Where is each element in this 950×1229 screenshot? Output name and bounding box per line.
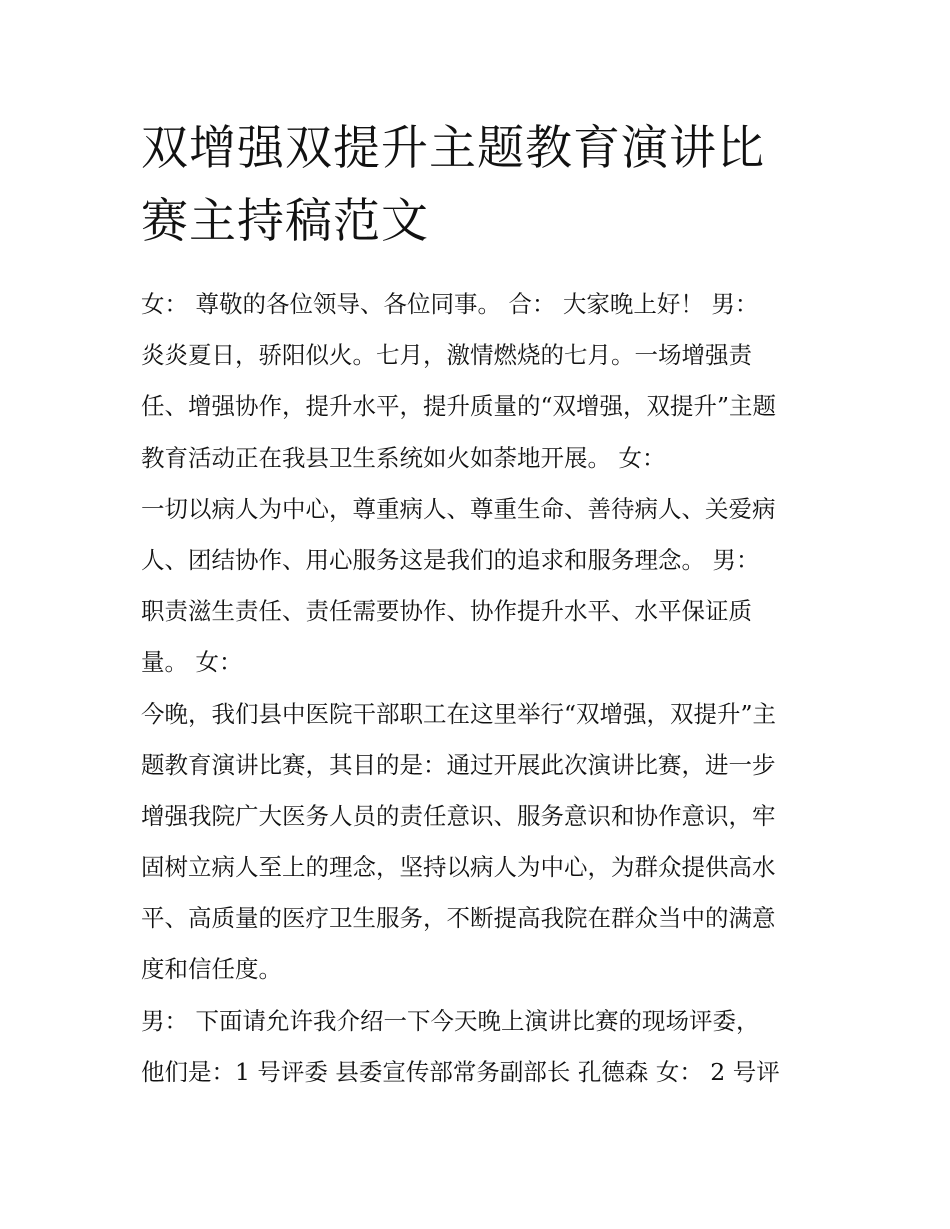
body-line: 增强我院广大医务人员的责任意识、服务意识和协作意识，牢 [141,801,776,830]
title-line: 赛主持稿范文 [141,194,429,249]
body-line: 他们是：1 号评委 县委宣传部常务副部长 孔德森 女： 2 号评 [141,1057,780,1086]
body-line: 任、增强协作，提升水平，提升质量的“双增强，双提升”主题 [141,392,777,421]
title-line: 双增强双提升主题教育演讲比 [141,121,765,176]
body-line: 固树立病人至上的理念，坚持以病人为中心，为群众提供高水 [141,853,776,882]
document-title [141,112,821,258]
body-line: 职责滋生责任、责任需要协作、协作提升水平、水平保证质 [141,597,752,626]
body-line: 人、团结协作、用心服务这是我们的追求和服务理念。 男： [141,545,760,574]
body-line: 女： 尊敬的各位领导、各位同事。 合： 大家晚上好！ 男： [141,290,759,318]
body-line: 今晚，我们县中医院干部职工在这里举行“双增强，双提升”主 [141,699,777,728]
body-line: 炎炎夏日，骄阳似火。七月，激情燃烧的七月。一场增强责 [141,341,752,370]
body-line: 平、高质量的医疗卫生服务，不断提高我院在群众当中的满意 [141,904,776,933]
document-body [141,279,821,1098]
body-line: 量。 女： [141,648,243,677]
body-line: 教育活动正在我县卫生系统如火如荼地开展。 女： [141,443,666,472]
body-line: 男： 下面请允许我介绍一下今天晚上演讲比赛的现场评委， [141,1006,760,1035]
body-line: 一切以病人为中心，尊重病人、尊重生命、善待病人、关爱病 [141,494,776,523]
body-line: 题教育演讲比赛，其目的是：通过开展此次演讲比赛，进一步 [141,750,776,779]
body-line: 度和信任度。 [141,955,282,984]
